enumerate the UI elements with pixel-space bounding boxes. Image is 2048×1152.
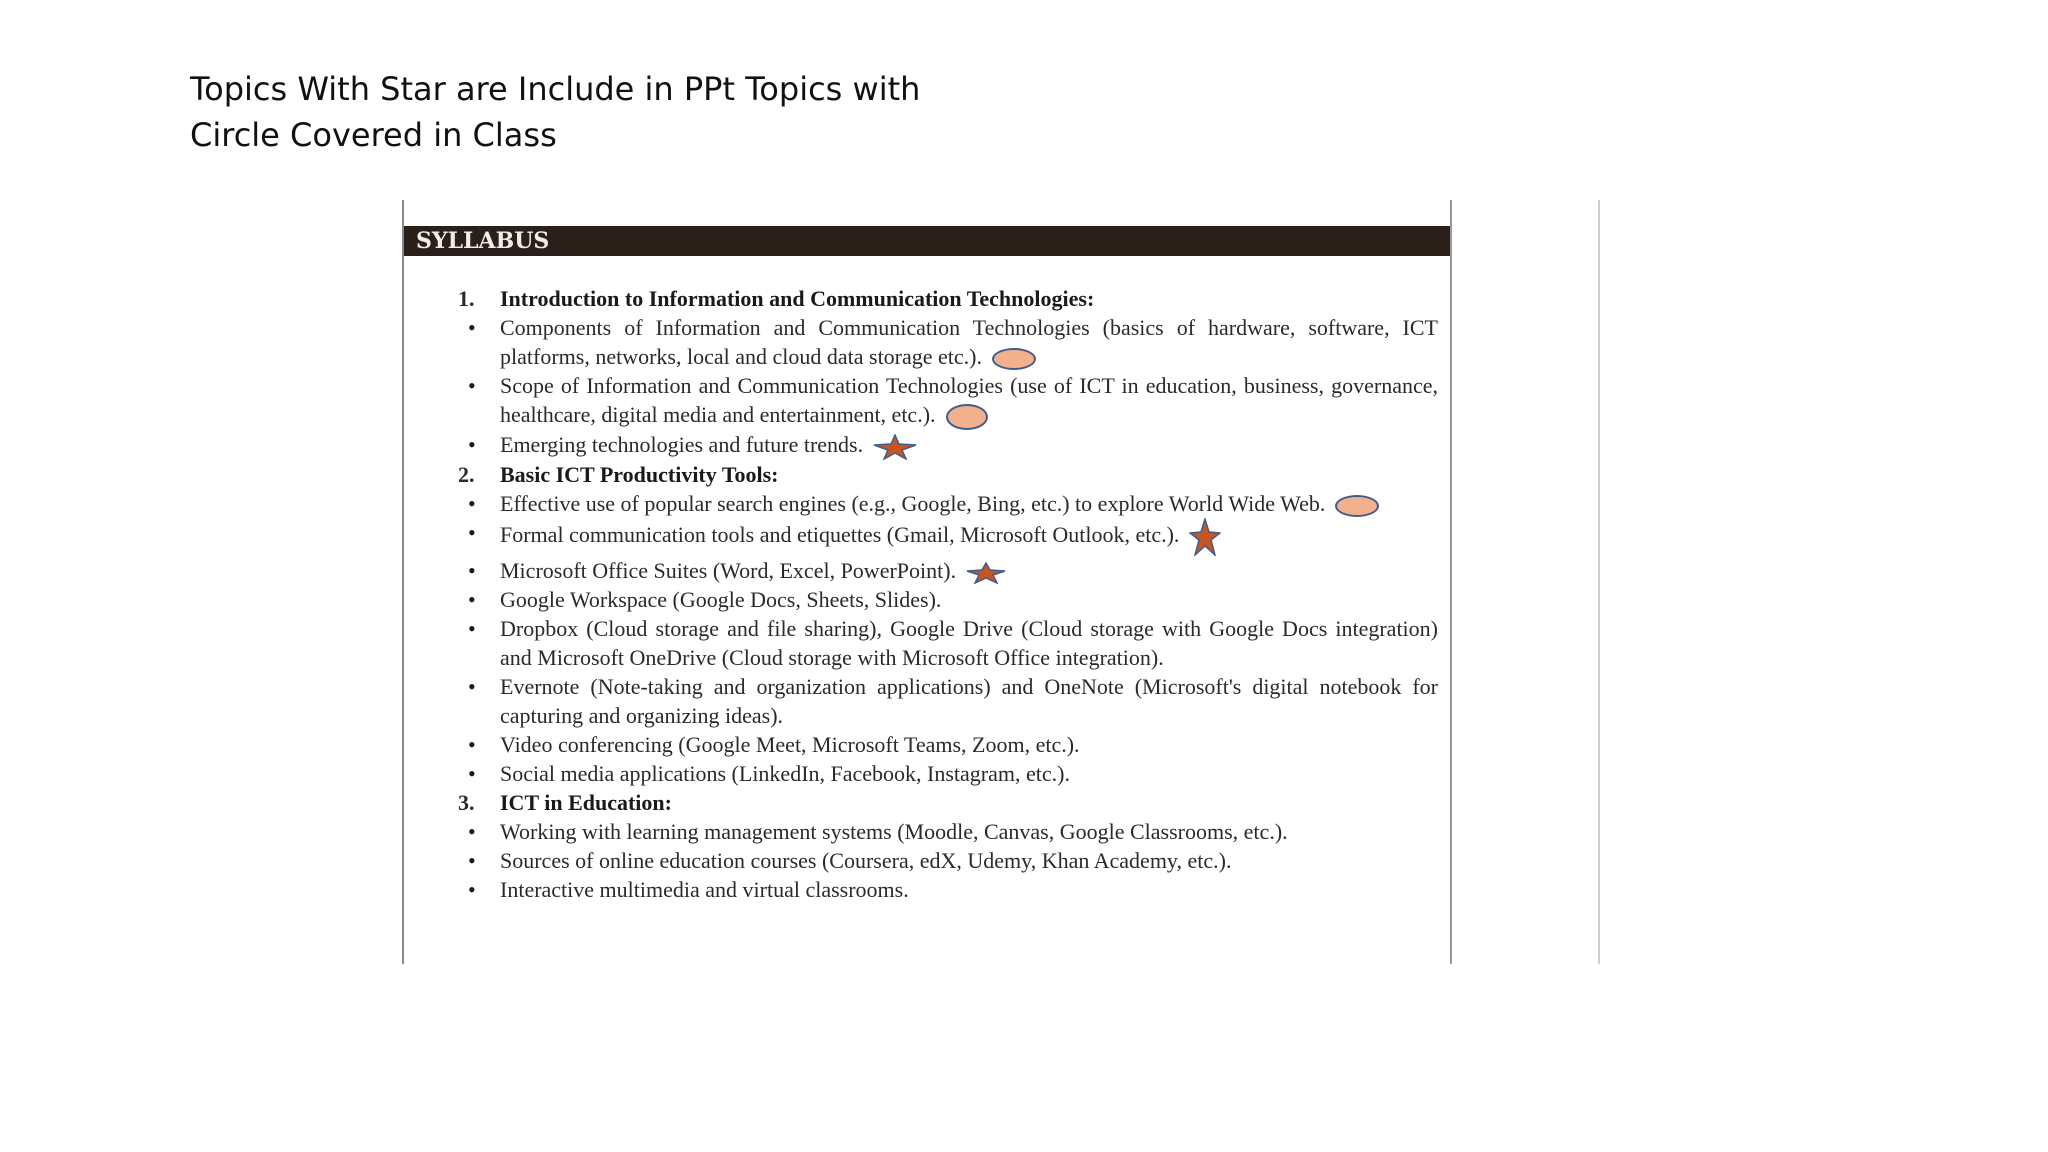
list-item bbox=[458, 585, 1438, 614]
item-text: Evernote (Note-taking and organization applications) and OneNote (Microsoft's digital notebook for capturing and organizing ideas). bbox=[500, 673, 1438, 728]
section-1-list bbox=[458, 313, 1438, 460]
list-item bbox=[458, 875, 1438, 904]
item-text: Sources of online education courses (Coursera, edX, Udemy, Khan Academy, etc.). bbox=[500, 847, 1232, 873]
section-3 bbox=[458, 788, 1438, 817]
list-item bbox=[458, 846, 1438, 875]
page-edge-divider bbox=[1598, 200, 1600, 964]
list-item bbox=[458, 672, 1438, 730]
item-text: Dropbox (Cloud storage and file sharing), Google Drive (Cloud storage with Google Docs integration) and Microsoft OneDrive (Cloud storage with Microsoft Office integration). bbox=[500, 615, 1438, 670]
list-item bbox=[458, 430, 1438, 460]
list-item bbox=[458, 313, 1438, 371]
item-text: Social media applications (LinkedIn, Facebook, Instagram, etc.). bbox=[500, 760, 1070, 786]
list-item bbox=[458, 556, 1438, 585]
syllabus-content bbox=[458, 284, 1438, 904]
section-title: Introduction to Information and Communication Technologies: bbox=[500, 286, 1095, 311]
section-1 bbox=[458, 284, 1438, 313]
section-2 bbox=[458, 460, 1438, 489]
item-text: Google Workspace (Google Docs, Sheets, Slides). bbox=[500, 586, 942, 612]
section-title: ICT in Education: bbox=[500, 789, 672, 815]
item-text: Microsoft Office Suites (Word, Excel, PowerPoint). bbox=[500, 557, 957, 583]
circle-mark-icon bbox=[1335, 495, 1379, 517]
item-text: Components of Information and Communication Technologies (basics of hardware, software, ICT platforms, networks, local and cloud data storage etc.). bbox=[500, 315, 1438, 369]
list-item bbox=[458, 759, 1438, 788]
item-text: Working with learning management systems (Moodle, Canvas, Google Classrooms, etc.). bbox=[500, 818, 1288, 844]
legend-line-1: Topics With Star are Include in PPt Topics with bbox=[190, 70, 921, 108]
item-text: Emerging technologies and future trends. bbox=[500, 431, 864, 457]
syllabus-header: SYLLABUS bbox=[404, 226, 1450, 256]
star-mark-icon bbox=[1189, 518, 1221, 556]
item-text: Interactive multimedia and virtual classrooms. bbox=[500, 876, 909, 902]
list-item bbox=[458, 518, 1438, 556]
list-item bbox=[458, 371, 1438, 430]
syllabus-scan bbox=[402, 200, 1452, 964]
item-text: Formal communication tools and etiquettes (Gmail, Microsoft Outlook, etc.). bbox=[500, 521, 1180, 547]
list-item bbox=[458, 614, 1438, 672]
section-title: Basic ICT Productivity Tools: bbox=[500, 461, 779, 487]
list-item bbox=[458, 489, 1438, 518]
section-number: 1. bbox=[458, 286, 475, 311]
circle-mark-icon bbox=[992, 348, 1036, 370]
circle-mark-icon bbox=[946, 404, 988, 430]
star-mark-icon bbox=[873, 434, 917, 460]
legend-line-2: Circle Covered in Class bbox=[190, 116, 557, 154]
list-item bbox=[458, 730, 1438, 759]
section-number: 3. bbox=[458, 789, 475, 815]
item-text: Effective use of popular search engines (e.g., Google, Bing, etc.) to explore World Wide Web. bbox=[500, 490, 1326, 516]
section-3-list bbox=[458, 817, 1438, 904]
item-text: Scope of Information and Communication Technologies (use of ICT in education, business, governance, healthcare, digital media and entertainment, etc.). bbox=[500, 373, 1438, 427]
section-number: 2. bbox=[458, 461, 475, 487]
section-2-list bbox=[458, 489, 1438, 788]
legend-note bbox=[190, 66, 950, 158]
list-item bbox=[458, 817, 1438, 846]
star-mark-icon bbox=[966, 562, 1006, 584]
item-text: Video conferencing (Google Meet, Microsoft Teams, Zoom, etc.). bbox=[500, 731, 1080, 757]
